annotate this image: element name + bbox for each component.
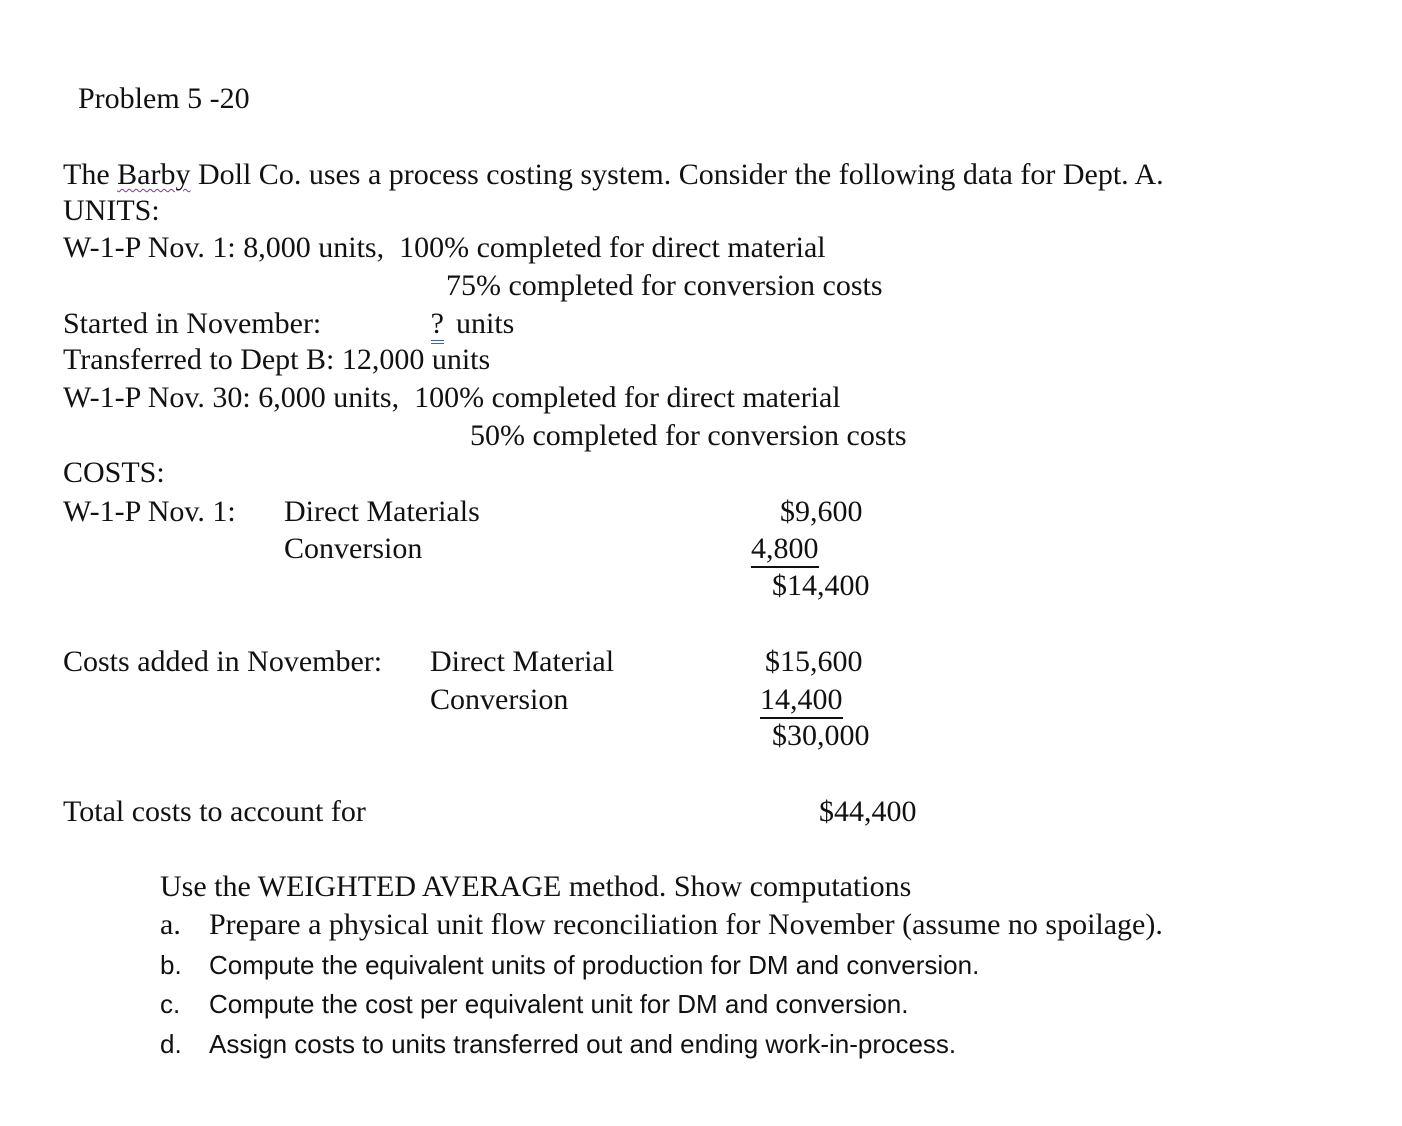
intro-suffix: Doll Co. uses a process costing system. Consider the following data for Dept. A. [190, 158, 1164, 191]
costs-begin-conv-label: Conversion [284, 532, 423, 565]
instruction-d-text: Assign costs to units transferred out and ending work-in-process. [209, 1029, 957, 1059]
units-begin-conversion: 75% completed for conversion costs [446, 269, 883, 302]
intro-prefix: The [63, 158, 118, 191]
started-unit: units [456, 307, 515, 340]
units-end-line: W-1-P Nov. 30: 6,000 units, 100% completed for direct material [63, 381, 841, 414]
costs-begin-label: W-1-P Nov. 1: [63, 495, 236, 528]
costs-added-conv-label: Conversion [430, 683, 569, 716]
instruction-c-marker: c. [160, 989, 181, 1019]
costs-added-label: Costs added in November: [63, 645, 383, 678]
costs-begin-conv-value-wrap [751, 534, 819, 564]
costs-begin-total: $14,400 [772, 569, 870, 602]
instruction-c-text: Compute the cost per equivalent unit for DM and conversion. [209, 989, 909, 1019]
costs-begin-conv-value: 4,800 [751, 532, 819, 568]
company-name: Barby [117, 158, 191, 191]
costs-begin-dm-label: Direct Materials [284, 495, 480, 528]
instruction-d-marker: d. [160, 1029, 182, 1059]
total-costs-label: Total costs to account for [63, 795, 366, 828]
costs-added-conv-value-wrap [760, 685, 843, 715]
instruction-a-text: Prepare a physical unit flow reconciliation for November (assume no spoilage). [209, 908, 1163, 941]
total-costs-value: $44,400 [819, 795, 917, 828]
started-value: ? [431, 307, 444, 344]
costs-added-dm-label: Direct Material [430, 645, 615, 678]
costs-added-dm-value: $15,600 [765, 645, 863, 678]
intro-text [63, 160, 1164, 190]
costs-added-total: $30,000 [772, 719, 870, 752]
units-heading: UNITS: [63, 194, 160, 227]
units-begin-line: W-1-P Nov. 1: 8,000 units, 100% completed for direct material [63, 231, 826, 264]
started-value-wrap [410, 309, 444, 339]
instruction-a-marker: a. [160, 908, 181, 941]
instruction-b-marker: b. [160, 950, 182, 980]
problem-title: Problem 5 -20 [78, 82, 250, 115]
instruction-b-text: Compute the equivalent units of production for DM and conversion. [209, 950, 980, 980]
instructions-heading: Use the WEIGHTED AVERAGE method. Show computations [160, 870, 912, 903]
started-label: Started in November: [63, 307, 322, 340]
costs-added-conv-value: 14,400 [760, 683, 843, 719]
units-end-conversion: 50% completed for conversion costs [470, 419, 907, 452]
costs-heading: COSTS: [63, 456, 165, 489]
transferred-line: Transferred to Dept B: 12,000 units [63, 343, 491, 376]
costs-begin-dm-value: $9,600 [780, 495, 863, 528]
